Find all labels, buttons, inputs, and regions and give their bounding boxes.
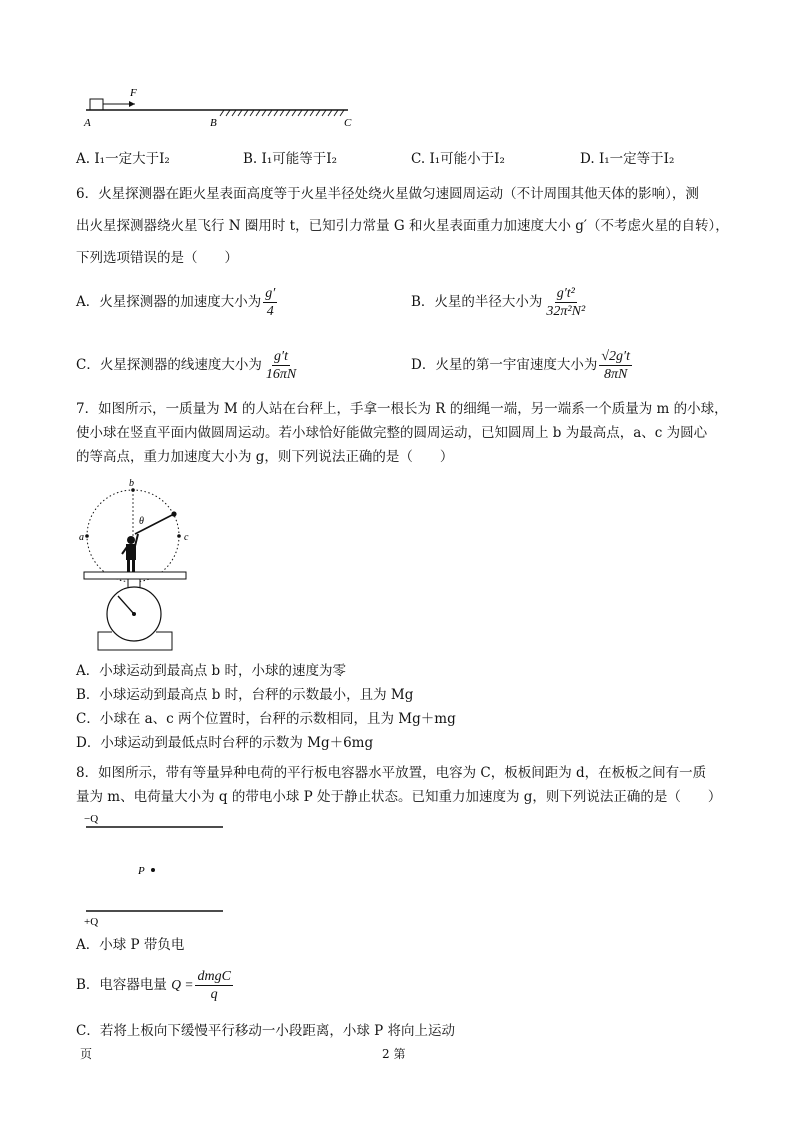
q5-option-c: C. I₁可能小于I₂: [411, 151, 505, 167]
label-A: A: [84, 117, 91, 129]
q5-option-b: B. I₁可能等于I₂: [243, 151, 338, 167]
q7-figure: [78, 474, 198, 654]
label-B: B: [210, 117, 217, 129]
q7-stem-line1: 7．如图所示，一质量为 M 的人站在台秤上，手拿一根长为 R 的细绳一端，另一端系一个质量为 m 的小球，: [76, 401, 728, 417]
q7-stem-line2: 使小球在竖直平面内做圆周运动。若小球恰好能做完整的圆周运动，已知圆周上 b 为最高点，a、c 为圆心: [76, 425, 708, 441]
q6-option-d: D．火星的第一宇宙速度大小为 $\frac{√2g't}{8\pi N}$: [411, 349, 630, 382]
q5-option-d: D. I₁一定等于I₂: [580, 151, 675, 167]
q7-option-b: B．小球运动到最高点 b 时，台秤的示数最小，且为 Mg: [76, 687, 414, 703]
q8-figure: [80, 808, 230, 928]
label-theta: θ: [139, 516, 144, 527]
label-p: P: [138, 865, 145, 877]
q6-option-a: A．火星探测器的加速度大小为 $\frac{g'}{4}$: [76, 286, 276, 319]
footer-left: 页: [80, 1047, 93, 1061]
q6-stem-line2: 出火星探测器绕火星飞行 N 圈用时 t，已知引力常量 G 和火星表面重力加速度大小 g′（不考虑火星的自转），: [76, 218, 729, 234]
label-plus-q: +Q: [84, 916, 99, 928]
q7-option-a: A．小球运动到最高点 b 时，小球的速度为零: [76, 663, 346, 679]
q8-stem-line2: 量为 m、电荷量大小为 q 的带电小球 P 处于静止状态。已知重力加速度为 g，则下列说法正确的是（ ）: [76, 789, 722, 805]
q6-stem-line3: 下列选项错误的是（ ）: [76, 250, 238, 266]
label-F: F: [130, 87, 137, 99]
q7-option-d: D．小球运动到最低点时台秤的示数为 Mg＋6mg: [76, 735, 374, 751]
q6-option-c: C．火星探测器的线速度大小为 $\frac{g't}{16\pi N}$: [76, 349, 297, 382]
q8-option-b: B．电容器电量 Q = $\frac{\text{dmgC}}{q}$: [76, 969, 231, 1002]
q7-stem-line3: 的等高点，重力加速度大小为 g，则下列说法正确的是（ ）: [76, 449, 454, 465]
q6-stem-line1: 6．火星探测器在距火星表面高度等于火星半径处绕火星做匀速圆周运动（不计周围其他天体的影响），测: [76, 186, 699, 202]
label-a: a: [79, 532, 84, 543]
q5-figure: [80, 82, 370, 130]
page-number: 2 第: [382, 1047, 406, 1061]
q6-option-b: B．火星的半径大小为 $\frac{\text{g′t²}}{\text{32π²N²}}$: [411, 286, 586, 319]
q5-option-a: A. I₁一定大于I₂: [76, 151, 170, 167]
q8-stem-line1: 8．如图所示，带有等量异种电荷的平行板电容器水平放置，电容为 C，板板间距为 d，在板板之间有一质: [76, 765, 707, 781]
label-b: b: [129, 478, 134, 489]
label-minus-q: −Q: [84, 813, 99, 825]
q8-option-a: A．小球 P 带负电: [76, 937, 185, 953]
q7-option-c: C．小球在 a、c 两个位置时，台秤的示数相同，且为 Mg＋mg: [76, 711, 456, 727]
q8-option-c: C．若将上板向下缓慢平行移动一小段距离，小球 P 将向上运动: [76, 1023, 455, 1039]
label-c: c: [184, 532, 189, 543]
label-C: C: [344, 117, 352, 129]
